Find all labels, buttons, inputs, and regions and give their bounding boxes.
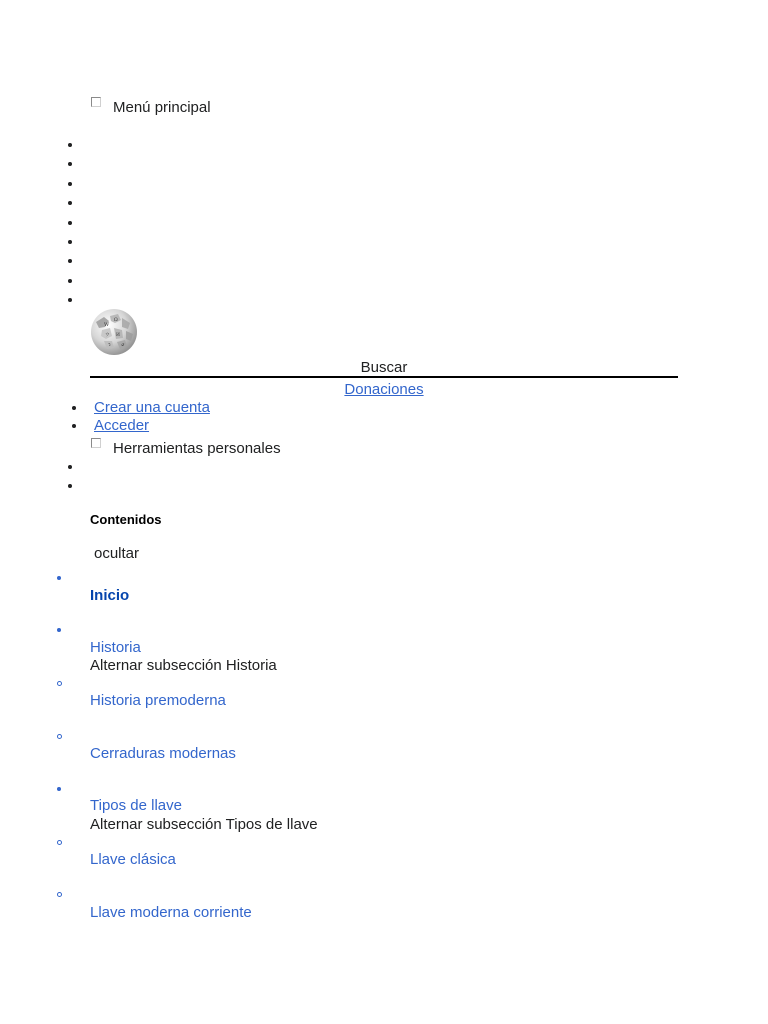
svg-text:Ω: Ω bbox=[114, 318, 118, 323]
toc-bullet bbox=[57, 628, 61, 632]
search-form bbox=[90, 358, 678, 378]
toc-bullet bbox=[57, 787, 61, 791]
personal-tools-label[interactable]: Herramientas personales bbox=[113, 440, 281, 457]
svg-text:W: W bbox=[104, 322, 110, 328]
main-menu-label[interactable]: Menú principal bbox=[113, 99, 211, 116]
create-account-link[interactable]: Crear una cuenta bbox=[94, 399, 210, 416]
list-bullet bbox=[68, 162, 72, 166]
toc-sub-bullet bbox=[57, 734, 62, 739]
toc-hide-button[interactable]: ocultar bbox=[94, 545, 140, 562]
list-bullet bbox=[68, 143, 72, 147]
toc-toggle-tipos-de-llave[interactable]: Alternar subsección Tipos de llave bbox=[90, 816, 318, 833]
toc-item-llave-moderna-corriente[interactable]: Llave moderna corriente bbox=[90, 904, 252, 921]
list-bullet bbox=[68, 279, 72, 283]
svg-text:ي: ي bbox=[121, 342, 125, 347]
list-bullet bbox=[68, 221, 72, 225]
main-menu-checkbox[interactable] bbox=[91, 97, 101, 107]
list-bullet bbox=[68, 484, 72, 488]
toc-sub-bullet bbox=[57, 840, 62, 845]
search-button[interactable]: Buscar bbox=[90, 358, 678, 376]
svg-text:И: И bbox=[116, 333, 120, 338]
wikipedia-logo-icon[interactable] bbox=[90, 308, 138, 356]
list-bullet bbox=[68, 259, 72, 263]
toc-heading: Contenidos bbox=[90, 512, 162, 527]
toc-sub-bullet bbox=[57, 681, 62, 686]
list-bullet bbox=[68, 182, 72, 186]
toc-item-historia-premoderna[interactable]: Historia premoderna bbox=[90, 692, 226, 709]
list-bullet bbox=[68, 201, 72, 205]
donations-link[interactable]: Donaciones bbox=[344, 381, 424, 398]
toc-item-inicio[interactable]: Inicio bbox=[90, 587, 130, 604]
list-bullet bbox=[72, 424, 76, 428]
toc-toggle-historia[interactable]: Alternar subsección Historia bbox=[90, 657, 277, 674]
toc-bullet bbox=[57, 576, 61, 580]
login-link[interactable]: Acceder bbox=[94, 417, 150, 434]
personal-tools-checkbox[interactable] bbox=[91, 438, 101, 448]
svg-text:ウ: ウ bbox=[105, 333, 110, 338]
list-bullet bbox=[68, 240, 72, 244]
toc-item-tipos-de-llave[interactable]: Tipos de llave bbox=[90, 797, 182, 814]
toc-item-llave-clasica[interactable]: Llave clásica bbox=[90, 851, 176, 868]
list-bullet bbox=[72, 406, 76, 410]
toc-item-cerraduras-modernas[interactable]: Cerraduras modernas bbox=[90, 745, 236, 762]
svg-text:ว: ว bbox=[108, 343, 111, 348]
toc-sub-bullet bbox=[57, 892, 62, 897]
search-underline bbox=[90, 376, 678, 378]
list-bullet bbox=[68, 465, 72, 469]
list-bullet bbox=[68, 298, 72, 302]
toc-item-historia[interactable]: Historia bbox=[90, 639, 141, 656]
